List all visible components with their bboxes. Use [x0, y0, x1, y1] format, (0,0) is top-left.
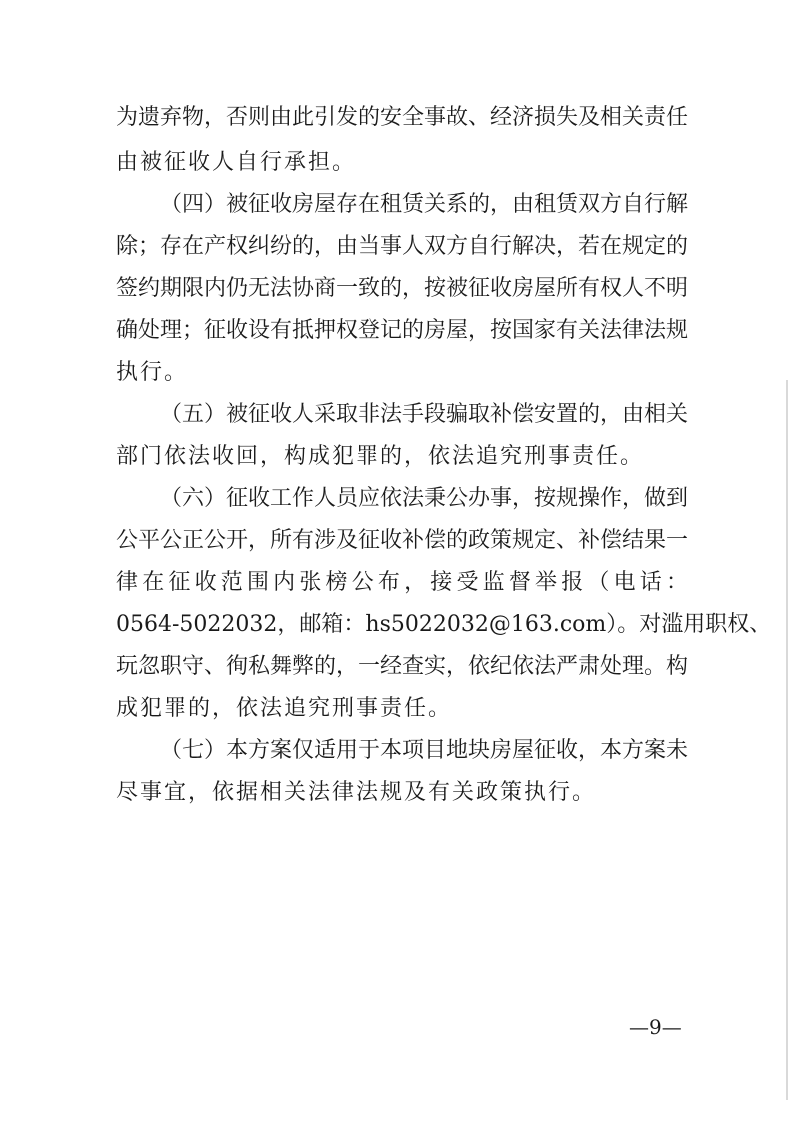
paragraph-5-line-2: 部门依法收回，构成犯罪的，依法追究刑事责任。 [116, 444, 645, 469]
page-number: —9— [629, 1015, 682, 1039]
paragraph-6-line-2: 公平公正公开，所有涉及征收补偿的政策规定、补偿结果一 [116, 528, 689, 553]
paragraph-4-line-3: 签约期限内仍无法协商一致的，按被征收房屋所有权人不明 [116, 276, 689, 301]
paragraph-5-line-1: （五）被征收人采取非法手段骗取补偿安置的，由相关 [160, 402, 689, 427]
paragraph-6-line-6: 成犯罪的，依法追究刑事责任。 [116, 696, 453, 721]
paragraph-6-line-3: 律在征收范围内张榜公布，接受监督举报（电话： [116, 570, 688, 595]
paragraph-6-line-1: （六）征收工作人员应依法秉公办事，按规操作，做到 [160, 486, 689, 511]
paragraph-6-line-4: 0564-5022032，邮箱：hs5022032@163.com）。对滥用职权、 [116, 612, 772, 637]
paragraph-6-line-5: 玩忽职守、徇私舞弊的，一经查实，依纪依法严肃处理。构 [116, 654, 689, 679]
paragraph-7-line-1: （七）本方案仅适用于本项目地块房屋征收，本方案未 [160, 738, 689, 763]
scan-edge-shadow [786, 380, 788, 1100]
paragraph-4-line-1: （四）被征收房屋存在租赁关系的，由租赁双方自行解 [160, 192, 689, 217]
paragraph-4-line-2: 除；存在产权纠纷的，由当事人双方自行解决，若在规定的 [116, 234, 689, 259]
paragraph-4-line-4: 确处理；征收设有抵押权登记的房屋，按国家有关法律法规 [116, 318, 689, 343]
paragraph-4-line-5: 执行。 [116, 360, 189, 385]
text-line-1: 为遗弃物，否则由此引发的安全事故、经济损失及相关责任 [116, 105, 689, 130]
paragraph-7-line-2: 尽事宜，依据相关法律法规及有关政策执行。 [116, 780, 597, 805]
text-line-2: 由被征收人自行承担。 [116, 150, 357, 175]
